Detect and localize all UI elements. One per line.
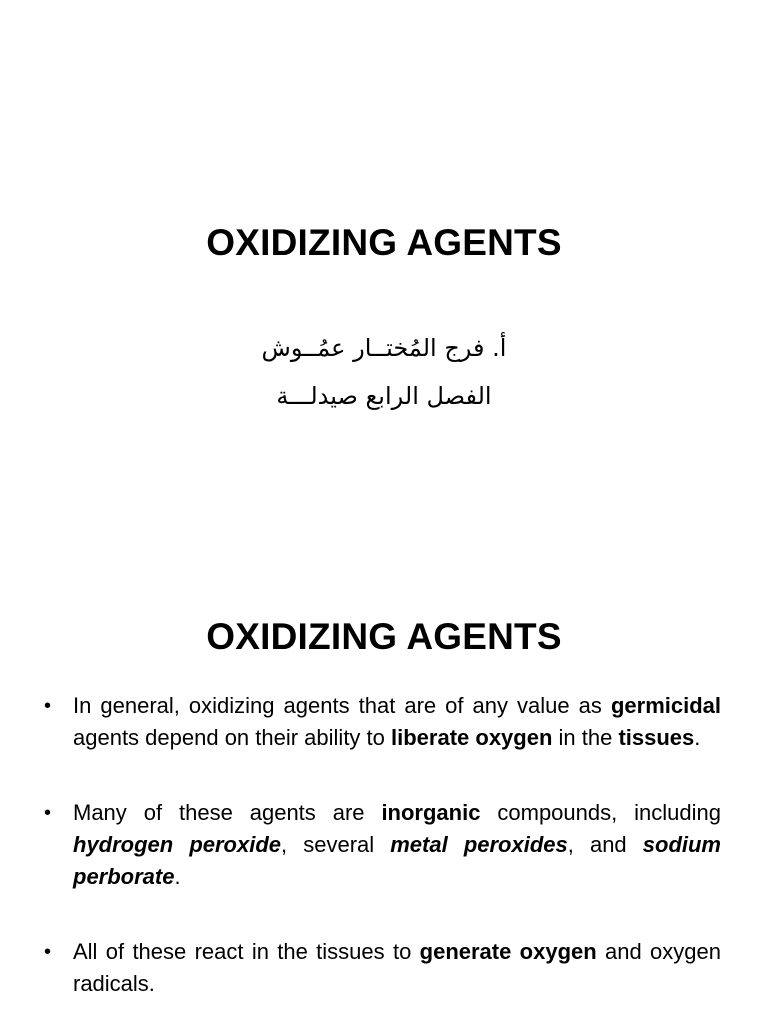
text-run: agents depend on their ability to xyxy=(73,725,392,750)
text-run-bold-italic: sodium perborate xyxy=(73,832,721,889)
bullet-text xyxy=(73,693,721,750)
class-line: الفصل الرابع صيدلـــة xyxy=(276,382,492,410)
bullet-list xyxy=(44,690,721,1024)
bullet-item xyxy=(44,797,721,893)
slide-1-title: OXIDIZING AGENTS xyxy=(206,222,562,263)
text-run-bold: inorganic xyxy=(381,800,481,825)
text-run: . xyxy=(694,725,701,750)
text-run: Many of these agents are xyxy=(73,800,382,825)
bullet-text xyxy=(73,800,721,889)
text-run: and oxygen radicals. xyxy=(73,939,721,996)
text-run: All of these react in the tissues to xyxy=(73,939,420,964)
bullet-dot-icon: • xyxy=(44,941,52,963)
text-run: , and xyxy=(567,832,643,857)
text-run-bold: tissues xyxy=(618,725,695,750)
bullet-dot-icon: • xyxy=(44,802,52,824)
text-run: in the xyxy=(552,725,619,750)
text-run: compounds, including xyxy=(480,800,721,825)
text-run: , several xyxy=(281,832,391,857)
bullet-item xyxy=(44,936,721,1000)
bullet-text xyxy=(73,939,721,996)
text-run-bold: generate oxygen xyxy=(419,939,597,964)
bullet-dot-icon: • xyxy=(44,695,52,717)
text-run: In general, oxidizing agents that are of any value as xyxy=(73,693,611,718)
text-run-bold-italic: hydrogen peroxide xyxy=(73,832,282,857)
text-run-bold-italic: metal peroxides xyxy=(390,832,568,857)
text-run-bold: germicidal xyxy=(610,693,721,718)
text-run-bold: liberate oxygen xyxy=(391,725,553,750)
slide-2-title: OXIDIZING AGENTS xyxy=(206,616,562,657)
bullet-item xyxy=(44,690,721,754)
author-line: أ. فرج المُختــار عمُــوش xyxy=(261,334,507,362)
text-run: . xyxy=(174,864,181,889)
